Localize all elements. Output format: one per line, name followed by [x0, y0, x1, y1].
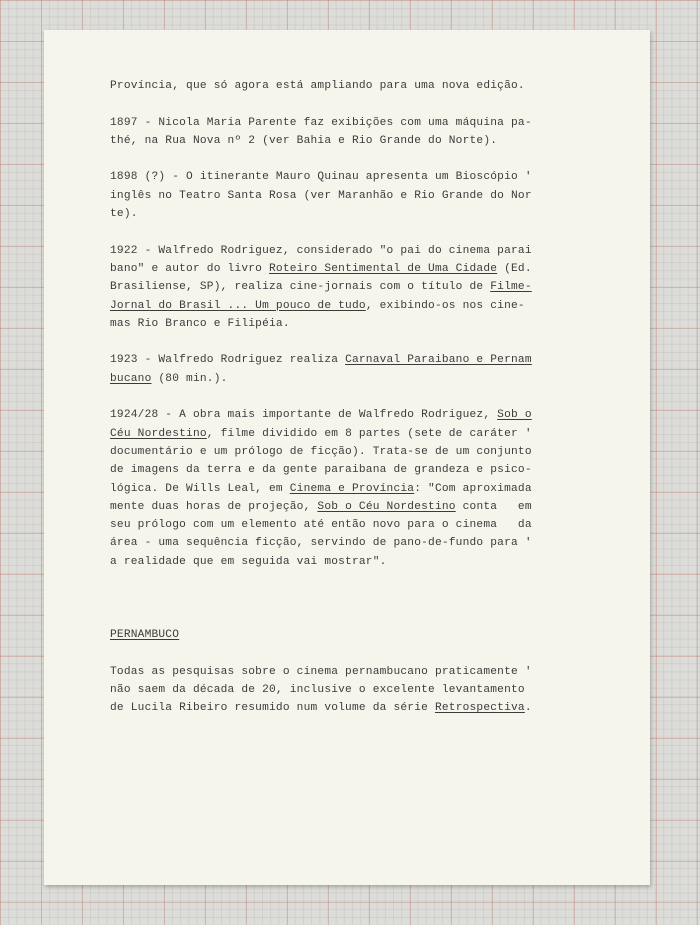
text-line: inglês no Teatro Santa Rosa (ver Maranhão e Rio Grande do Nor [110, 189, 532, 202]
text-line: de Lucila Ribeiro resumido num volume da série Retrospectiva. [110, 702, 532, 715]
text-line: 1897 - Nicola Maria Parente faz exibições com uma máquina pa- [110, 116, 532, 129]
text-line: a realidade que em seguida vai mostrar". [110, 555, 387, 568]
section-heading: PERNAMBUCO [110, 629, 180, 642]
text-line: documentário e um prólogo de ficção). Trata-se de um conjunto [110, 445, 532, 458]
text-line: lógica. De Wills Leal, em Cinema e Província: "Com aproximada [110, 482, 532, 495]
text-line: seu prólogo com um elemento até então novo para o cinema da [110, 519, 532, 532]
text-line: bano" e autor do livro Roteiro Sentimental de Uma Cidade (Ed. [110, 262, 532, 275]
text-line: 1922 - Walfredo Rodriguez, considerado "o pai do cinema parai [110, 244, 532, 257]
text-line: área - uma sequência ficção, servindo de pano-de-fundo para ' [110, 537, 532, 550]
text-line: Céu Nordestino, filme dividido em 8 partes (sete de caráter ' [110, 427, 532, 440]
text-line: Todas as pesquisas sobre o cinema pernambucano praticamente ' [110, 665, 532, 678]
text-line: Província, que só agora está ampliando para uma nova edição. [110, 80, 525, 92]
text-line: bucano (80 min.). [110, 372, 228, 385]
text-line: thé, na Rua Nova nº 2 (ver Bahia e Rio Grande do Norte). [110, 134, 498, 147]
text-line: Brasiliense, SP), realiza cine-jornais com o título de Filme- [110, 281, 532, 294]
text-line: te). [110, 208, 138, 221]
text-line: 1924/28 - A obra mais importante de Walfredo Rodriguez, Sob o [110, 409, 532, 422]
text-line: 1923 - Walfredo Rodriguez realiza Carnaval Paraibano e Pernam [110, 354, 532, 367]
text-line: não saem da década de 20, inclusive o excelente levantamento [110, 683, 525, 696]
text-line: 1898 (?) - O itinerante Mauro Quinau apresenta um Bioscópio ' [110, 171, 532, 184]
text-line: Jornal do Brasil ... Um pouco de tudo, exibindo-os nos cine- [110, 299, 525, 312]
text-line: mente duas horas de projeção, Sob o Céu Nordestino conta em [110, 500, 532, 513]
text-line: de imagens da terra e da gente paraibana de grandeza e psico- [110, 464, 532, 477]
text-line: mas Rio Branco e Filipéia. [110, 317, 290, 330]
document-text [110, 77, 610, 718]
